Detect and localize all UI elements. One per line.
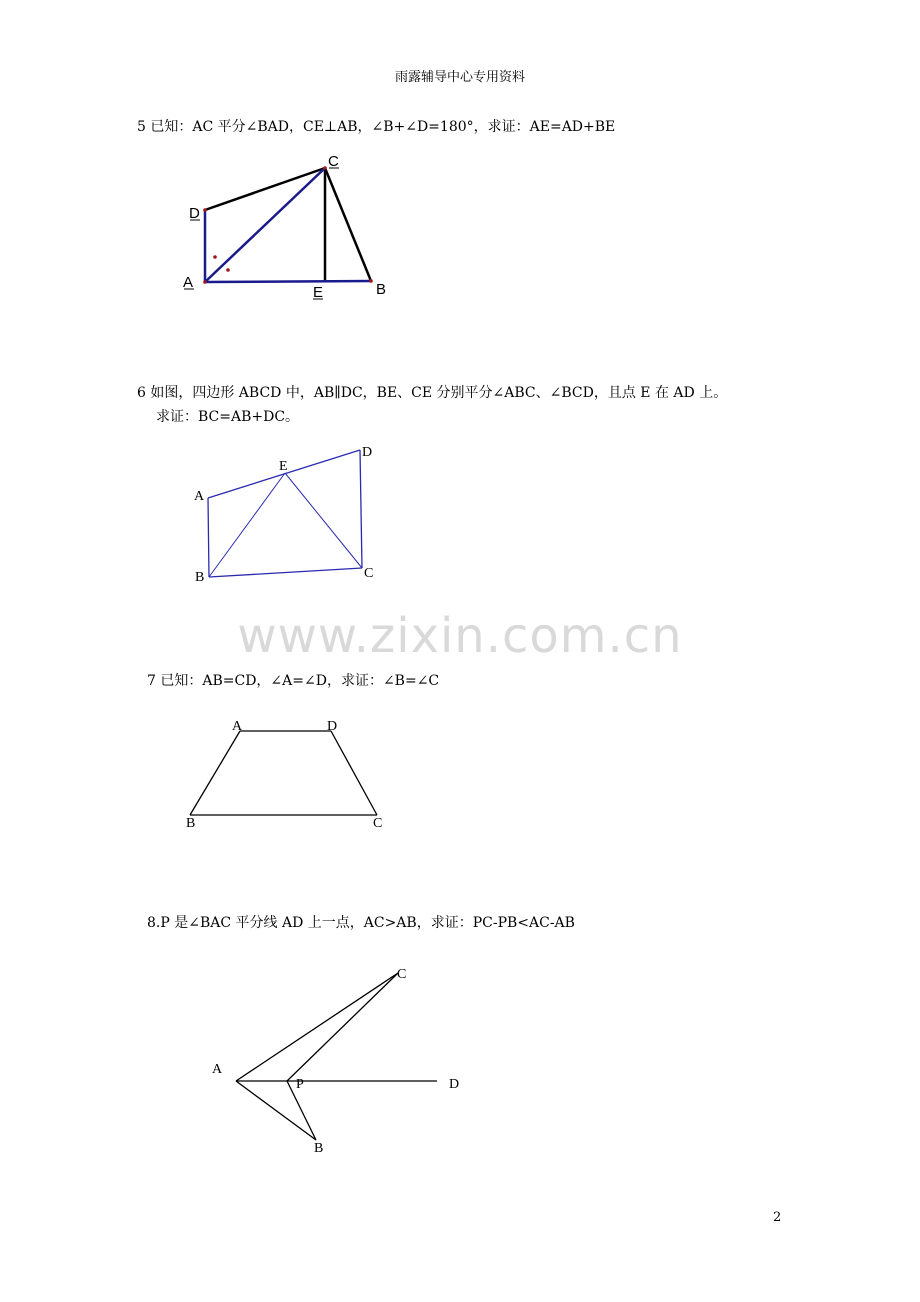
- page-number: 2: [773, 1210, 782, 1225]
- label-c: C: [373, 816, 383, 831]
- label-d: D: [327, 719, 338, 734]
- watermark: www.zixin.com.cn: [237, 608, 683, 664]
- problem-7-figure: [180, 712, 400, 832]
- label-b: B: [186, 816, 196, 831]
- label-c: C: [328, 153, 339, 170]
- label-p: P: [296, 1077, 304, 1092]
- label-b: B: [314, 1141, 324, 1156]
- label-d: D: [189, 205, 200, 222]
- label-c: C: [364, 566, 374, 581]
- label-a: A: [194, 489, 205, 504]
- label-b: B: [195, 570, 205, 585]
- label-d: D: [449, 1077, 460, 1092]
- problem-6-text: 6 如图，四边形 ABCD 中，AB∥DC，BE、CE 分别平分∠ABC、∠BCD，且点 E 在 AD 上。: [137, 385, 728, 401]
- label-a: A: [212, 1062, 223, 1077]
- label-e: E: [313, 284, 324, 301]
- problem-5-text: 5 已知：AC 平分∠BAD，CE⊥AB，∠B+∠D=180°，求证：AE=AD+BE: [137, 119, 616, 135]
- label-a: A: [232, 719, 243, 734]
- label-b: B: [376, 281, 387, 298]
- problem-8-text: 8.P 是∠BAC 平分线 AD 上一点，AC>AB，求证：PC-PB<AC-AB: [147, 915, 575, 931]
- label-e: E: [279, 459, 288, 474]
- label-a: A: [183, 274, 194, 291]
- label-d: D: [362, 445, 373, 460]
- problem-5-figure: [175, 150, 415, 310]
- problem-6-conclusion: 求证：BC=AB+DC。: [156, 409, 300, 425]
- problem-7-text: 7 已知：AB=CD，∠A=∠D，求证：∠B=∠C: [147, 673, 440, 689]
- page-header: 雨露辅导中心专用资料: [394, 70, 525, 85]
- problem-8-figure: [205, 962, 485, 1162]
- problem-6-figure: [190, 440, 390, 590]
- label-c: C: [397, 967, 407, 982]
